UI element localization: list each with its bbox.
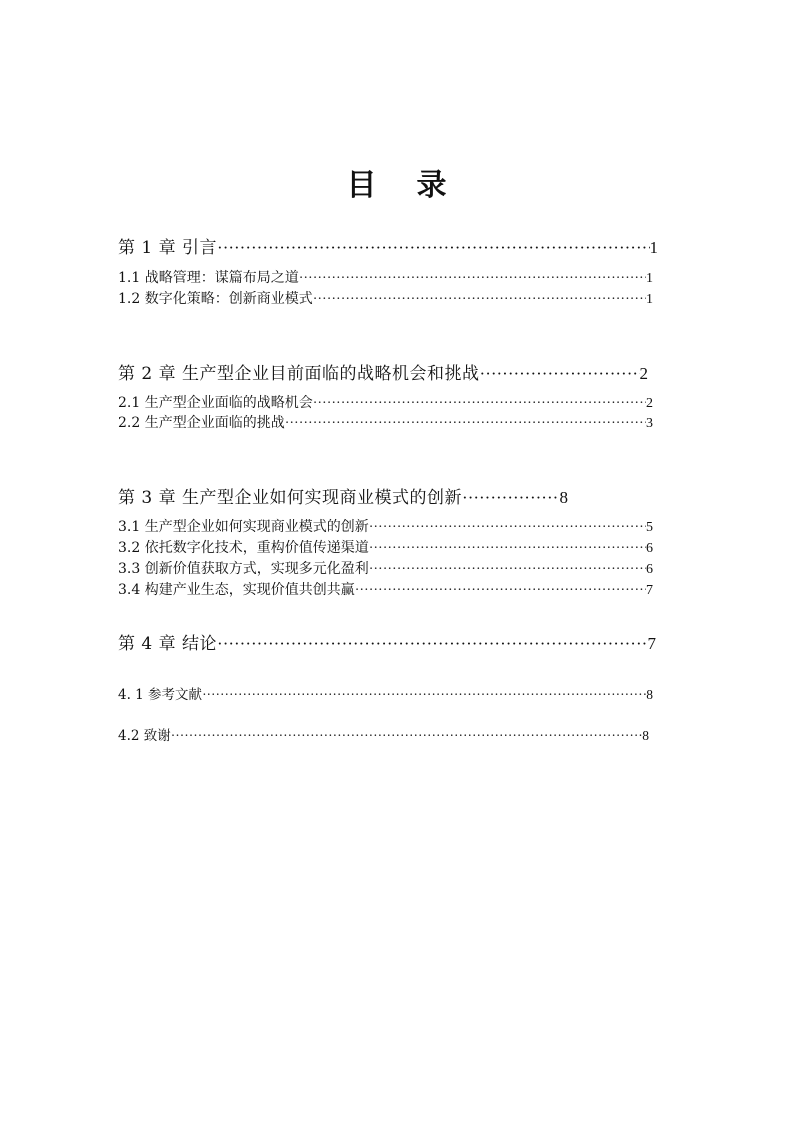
toc-label: 第 3 章 生产型企业如何实现商业模式的创新: [118, 488, 463, 508]
toc-page-number: 3: [646, 416, 653, 431]
leader-dots: [171, 728, 642, 744]
toc-label: 2.2 生产型企业面临的挑战: [118, 415, 285, 431]
toc-page-number: 2: [646, 396, 653, 411]
toc-label: 2.1 生产型企业面临的战略机会: [118, 395, 313, 411]
toc-page-number: 8: [559, 488, 568, 507]
toc-page-number: 1: [646, 292, 653, 307]
leader-dots: [369, 520, 646, 536]
toc-page-number: 1: [649, 238, 658, 257]
toc-page-number: 2: [639, 364, 648, 383]
toc-label: 4. 1 参考文献: [118, 687, 203, 703]
toc-entry-section-2-2[interactable]: [118, 412, 653, 432]
leader-dots: [217, 238, 649, 258]
leader-dots: [202, 687, 646, 703]
toc-label: 1.2 数字化策略：创新商业模式: [118, 291, 313, 307]
leader-dots: [285, 416, 646, 432]
toc-entry-chapter-3[interactable]: [118, 483, 568, 508]
toc-page-number: 8: [646, 687, 653, 702]
title-char-2: 录: [416, 168, 447, 203]
toc-entry-section-3-2[interactable]: [118, 537, 653, 557]
toc-page-number: 8: [642, 728, 649, 743]
toc-entry-section-3-4[interactable]: [118, 579, 653, 599]
toc-page-number: 1: [646, 271, 653, 286]
leader-dots: [462, 488, 559, 508]
toc-entry-section-3-1[interactable]: [118, 516, 653, 536]
toc-label: 3.4 构建产业生态，实现价值共创共赢: [118, 582, 355, 598]
toc-label: 1.1 战略管理：谋篇布局之道: [118, 270, 299, 286]
toc-page-number: 5: [646, 520, 653, 535]
toc-label: 第 1 章 引言: [118, 238, 218, 258]
leader-dots: [217, 634, 647, 654]
leader-dots: [480, 364, 640, 384]
leader-dots: [313, 292, 646, 308]
toc-entry-section-3-3[interactable]: [118, 558, 653, 578]
leader-dots: [299, 271, 646, 287]
leader-dots: [355, 583, 646, 599]
leader-dots: [369, 541, 646, 557]
toc-page-number: 6: [646, 541, 653, 556]
leader-dots: [369, 562, 646, 578]
toc-label: 3.3 创新价值获取方式，实现多元化盈利: [118, 561, 369, 577]
toc-entry-chapter-1[interactable]: [118, 233, 658, 258]
title-char-1: 目: [346, 168, 377, 203]
toc-entry-acknowledgements[interactable]: [118, 724, 649, 744]
toc-entry-chapter-2[interactable]: [118, 359, 648, 384]
toc-page-number: 7: [646, 583, 653, 598]
toc-label: 第 2 章 生产型企业目前面临的战略机会和挑战: [118, 364, 480, 384]
toc-entry-section-1-1[interactable]: [118, 267, 653, 287]
toc-entry-chapter-4[interactable]: [118, 629, 656, 654]
toc-entry-references[interactable]: [118, 683, 653, 703]
toc-label: 3.2 依托数字化技术，重构价值传递渠道: [118, 540, 369, 556]
leader-dots: [313, 396, 646, 412]
toc-entry-section-2-1[interactable]: [118, 392, 653, 412]
toc-label: 4.2 致谢: [118, 728, 171, 744]
toc-label: 第 4 章 结论: [118, 634, 218, 654]
page-title: [0, 160, 793, 204]
toc-page-number: 6: [646, 562, 653, 577]
toc-entry-section-1-2[interactable]: [118, 288, 653, 308]
toc-page-number: 7: [647, 634, 656, 653]
toc-label: 3.1 生产型企业如何实现商业模式的创新: [118, 519, 369, 535]
